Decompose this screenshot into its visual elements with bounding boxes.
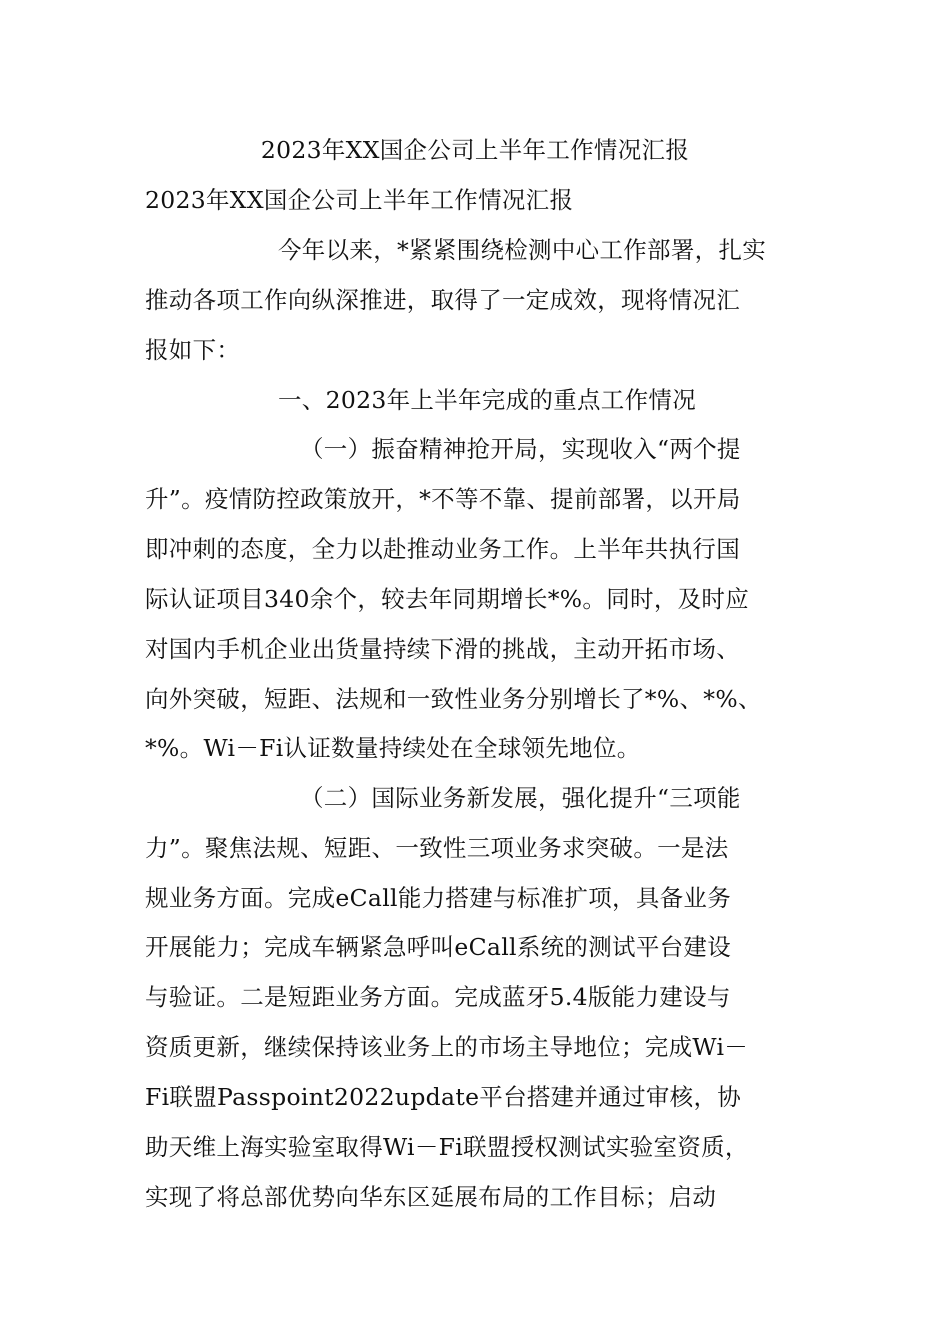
paragraph-line: 实现了将总部优势向华东区延展布局的工作目标；启动	[145, 1183, 717, 1211]
subsection-heading: （二）国际业务新发展，强化提升“三项能	[300, 784, 741, 812]
paragraph-line: 推动各项工作向纵深推进，取得了一定成效，现将情况汇	[145, 286, 740, 314]
paragraph-line: 今年以来，*紧紧围绕检测中心工作部署，扎实	[278, 236, 767, 264]
section-heading: 一、2023年上半年完成的重点工作情况	[278, 386, 697, 414]
paragraph-line: 际认证项目340余个，较去年同期增长*%。同时，及时应	[145, 585, 750, 613]
paragraph-line: 开展能力；完成车辆紧急呼叫eCall系统的测试平台建设	[145, 933, 732, 961]
paragraph-line: 向外突破，短距、法规和一致性业务分别增长了*%、*%、	[145, 685, 762, 713]
paragraph-line: *%。Wi－Fi认证数量持续处在全球领先地位。	[145, 734, 641, 762]
paragraph-line: 资质更新，继续保持该业务上的市场主导地位；完成Wi－	[145, 1033, 749, 1061]
subsection-heading: （一）振奋精神抢开局，实现收入“两个提	[300, 435, 741, 463]
paragraph-line: 规业务方面。完成eCall能力搭建与标准扩项，具备业务	[145, 884, 732, 912]
paragraph-line: 对国内手机企业出货量持续下滑的挑战，主动开拓市场、	[145, 635, 740, 663]
paragraph-line: 即冲刺的态度，全力以赴推动业务工作。上半年共执行国	[145, 535, 740, 563]
paragraph-line: 助天维上海实验室取得Wi－Fi联盟授权测试实验室资质，	[145, 1133, 749, 1161]
paragraph-line: 升”。疫情防控政策放开，*不等不靠、提前部署，以开局	[145, 485, 741, 513]
document-title: 2023年XX国企公司上半年工作情况汇报	[260, 136, 690, 164]
paragraph-line: 与验证。二是短距业务方面。完成蓝牙5.4版能力建设与	[145, 983, 731, 1011]
document-subtitle: 2023年XX国企公司上半年工作情况汇报	[145, 186, 574, 214]
paragraph-line: 力”。聚焦法规、短距、一致性三项业务求突破。一是法	[145, 834, 729, 862]
paragraph-line: 报如下：	[145, 336, 241, 364]
paragraph-line: Fi联盟Passpoint2022update平台搭建并通过审核，协	[145, 1083, 742, 1111]
